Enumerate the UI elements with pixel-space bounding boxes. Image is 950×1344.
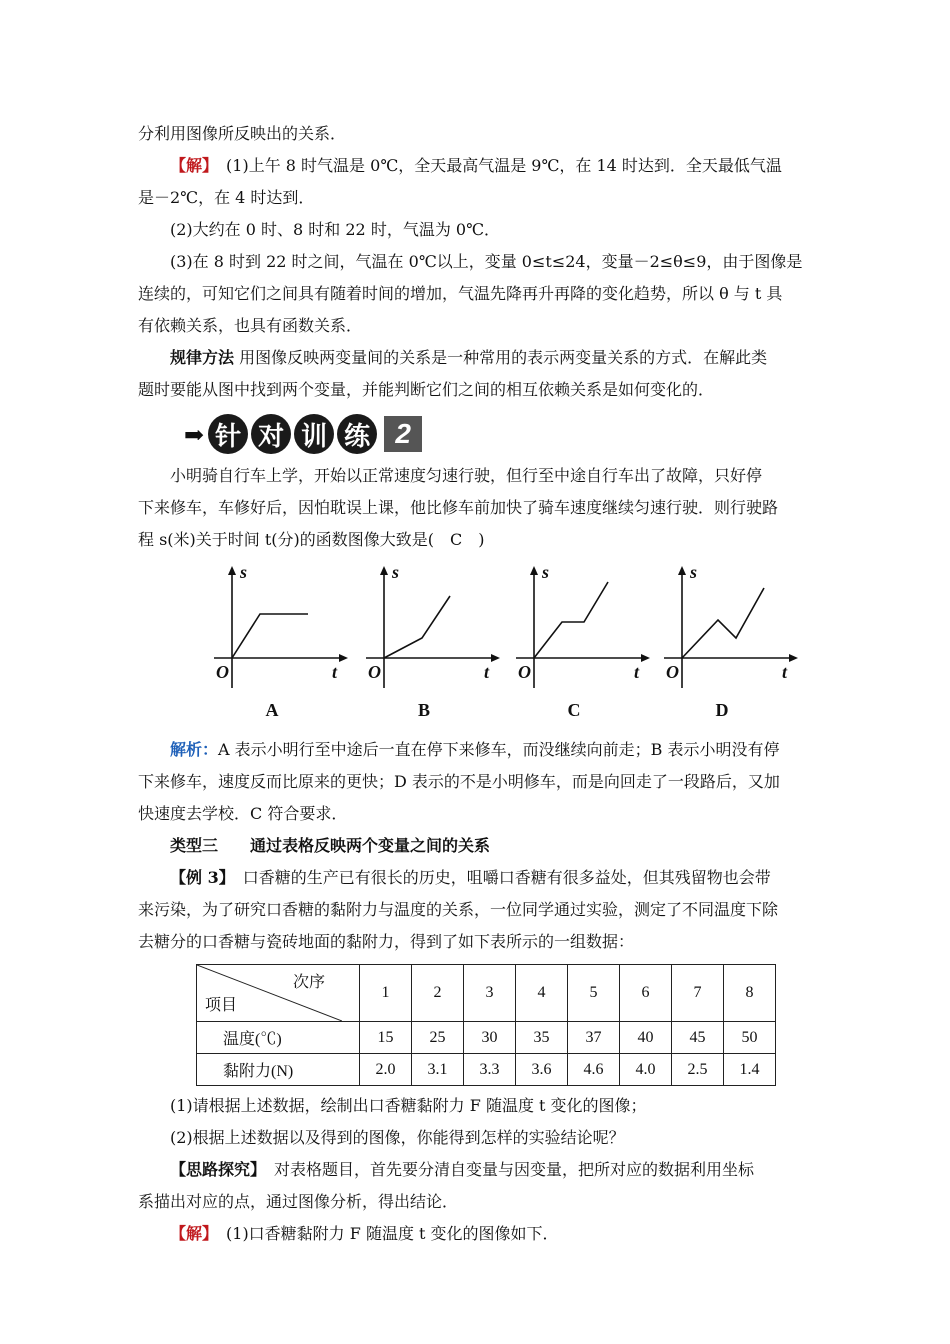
table-cell: 4.6 [568, 1054, 620, 1086]
graph-d [658, 562, 798, 732]
table-header-cell [197, 965, 360, 1022]
axis-t-label: t [484, 662, 490, 682]
table-cell: 30 [464, 1022, 516, 1054]
banner-number: 2 [384, 416, 422, 452]
text-line: 下来修车，速度反而比原来的更快；D 表示的不是小明修车，而是向回走了一段路后，又加 [138, 772, 780, 791]
graph-a-svg [208, 562, 348, 702]
graph-label: A [265, 700, 279, 720]
table-row-label: 黏附力(N) [197, 1054, 360, 1086]
banner-char: 训 [294, 414, 334, 454]
solution-line [138, 150, 814, 182]
table-cell: 2.5 [672, 1054, 724, 1086]
arrow-icon: ➡ [184, 419, 205, 449]
axis-s-label: s [690, 562, 698, 582]
table-row [197, 1054, 776, 1086]
table-cell: 50 [724, 1022, 776, 1054]
axis-t-label: t [782, 662, 788, 682]
banner-char: 针 [208, 414, 248, 454]
example-tag: 【例 3】 [170, 868, 227, 887]
analysis-line [138, 734, 814, 766]
graph-c [510, 562, 650, 732]
text-span: (1)口香糖黏附力 F 随温度 t 变化的图像如下． [210, 1224, 559, 1243]
table-cell: 1.4 [724, 1054, 776, 1086]
text-line: 快速度去学校．C 符合要求． [138, 804, 348, 823]
table-cell: 15 [360, 1022, 412, 1054]
table-cell: 3.1 [412, 1054, 464, 1086]
text-span: A 表示小明行至中途后一直在停下来修车，而没继续向前走；B 表示小明没有停 [218, 740, 780, 759]
table-cell: 1 [360, 965, 412, 1022]
table-cell: 3.6 [516, 1054, 568, 1086]
axis-t-label: t [634, 662, 640, 682]
text-line: 是－2℃，在 4 时达到． [138, 188, 315, 207]
axis-s-label: s [240, 562, 248, 582]
table-row [197, 965, 776, 1022]
graph-c-svg [510, 562, 650, 702]
origin-label: O [368, 662, 381, 682]
text-line: 小明骑自行车上学，开始以正常速度匀速行驶，但行至中途自行车出了故障，只好停 [170, 466, 763, 485]
solution-tag: 【解】 [170, 156, 211, 175]
banner-char: 练 [337, 414, 377, 454]
text-span: 用图像反映两变量间的关系是一种常用的表示两变量关系的方式．在解此类 [239, 348, 768, 367]
axis-t-label: t [332, 662, 338, 682]
text-line: 题时要能从图中找到两个变量，并能判断它们之间的相互依赖关系是如何变化的． [138, 380, 715, 399]
table-cell: 25 [412, 1022, 464, 1054]
text-line: 连续的，可知它们之间具有随着时间的增加，气温先降再升再降的变化趋势，所以 θ 与 t 具 [138, 284, 783, 303]
text-line: 下来修车，车修好后，因怕耽误上课，他比修车前加快了骑车速度继续匀速行驶．则行驶路 [138, 498, 779, 517]
text-line: 程 s(米)关于时间 t(分)的函数图像大致是( C ) [138, 530, 485, 549]
question-line: (1)请根据上述数据，绘制出口香糖黏附力 F 随温度 t 变化的图像； [170, 1096, 647, 1115]
example-line [138, 862, 814, 894]
diag-bottom-label: 项目 [205, 997, 238, 1014]
graph-label: D [715, 700, 729, 720]
table-cell: 3.3 [464, 1054, 516, 1086]
graph-label: B [417, 700, 430, 720]
text-span: 对表格题目，首先要分清自变量与因变量，把所对应的数据利用坐标 [258, 1160, 755, 1179]
table-cell: 40 [620, 1022, 672, 1054]
final-line [138, 1218, 814, 1250]
table-cell: 3 [464, 965, 516, 1022]
table-cell: 7 [672, 965, 724, 1022]
data-table [196, 964, 776, 1086]
table-cell: 5 [568, 965, 620, 1022]
graph-b [360, 562, 500, 732]
text-line: 分利用图像所反映出的关系． [138, 124, 347, 143]
graph-d-svg [658, 562, 798, 702]
axis-s-label: s [542, 562, 550, 582]
idea-line [138, 1154, 814, 1186]
text-line: 来污染，为了研究口香糖的黏附力与温度的关系，一位同学通过实验，测定了不同温度下除 [138, 900, 779, 919]
text-line: (3)在 8 时到 22 时之间，气温在 0℃以上，变量 0≤t≤24，变量－2≤θ≤9，由于图像是 [170, 252, 803, 271]
table-cell: 37 [568, 1022, 620, 1054]
text-line: 去糖分的口香糖与瓷砖地面的黏附力，得到了如下表所示的一组数据： [138, 932, 635, 951]
text-span: (1)上午 8 时气温是 0℃，全天最高气温是 9℃，在 14 时达到．全天最低气温 [226, 156, 782, 175]
origin-label: O [216, 662, 229, 682]
diag-top-label: 次序 [292, 974, 325, 991]
text-line: 系描出对应的点，通过图像分析，得出结论． [138, 1192, 459, 1211]
graph-b-svg [360, 562, 500, 702]
question-line: (2)根据上述数据以及得到的图像，你能得到怎样的实验结论呢？ [170, 1128, 625, 1147]
option-graphs [138, 562, 814, 732]
table-row-label: 温度(℃) [197, 1022, 360, 1054]
section-heading: 类型三 通过表格反映两个变量之间的关系 [170, 836, 491, 855]
idea-tag: 【思路探究】 [170, 1160, 259, 1179]
document-page [138, 118, 814, 1250]
text-line: (2)大约在 0 时、8 时和 22 时，气温为 0℃． [170, 220, 500, 239]
table-cell: 8 [724, 965, 776, 1022]
axis-s-label: s [392, 562, 400, 582]
graph-label: C [567, 700, 581, 720]
banner-char: 对 [251, 414, 291, 454]
origin-label: O [666, 662, 679, 682]
method-tag: 规律方法 [170, 348, 235, 367]
table-cell: 35 [516, 1022, 568, 1054]
text-span: 口香糖的生产已有很长的历史，咀嚼口香糖有很多益处，但其残留物也会带 [226, 868, 771, 887]
origin-label: O [518, 662, 531, 682]
analysis-tag: 解析： [170, 740, 219, 759]
table-row [197, 1022, 776, 1054]
graph-a [208, 562, 348, 732]
solution-tag: 【解】 [170, 1224, 211, 1243]
text-line: 有依赖关系，也具有函数关系． [138, 316, 363, 335]
table-cell: 2 [412, 965, 464, 1022]
table-cell: 4 [516, 965, 568, 1022]
practice-banner [184, 414, 814, 454]
method-line [138, 342, 814, 374]
table-cell: 6 [620, 965, 672, 1022]
table-cell: 2.0 [360, 1054, 412, 1086]
table-cell: 45 [672, 1022, 724, 1054]
table-cell: 4.0 [620, 1054, 672, 1086]
